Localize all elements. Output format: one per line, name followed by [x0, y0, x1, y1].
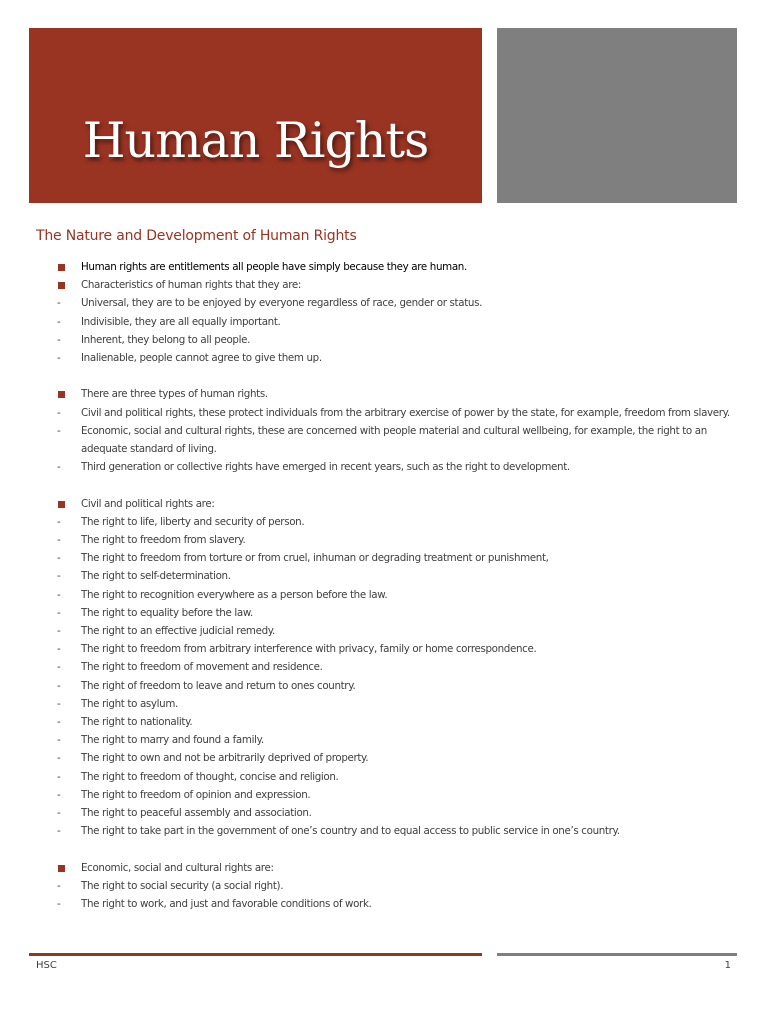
dash-item	[56, 695, 746, 713]
item-text: The right to recognition everywhere as a person before the law.	[81, 588, 388, 601]
dash-item	[56, 822, 746, 840]
dash-item	[56, 531, 746, 549]
list-block	[56, 258, 746, 367]
block-spacer	[56, 476, 746, 494]
item-text: Human rights are entitlements all people have simply because they are human.	[81, 261, 467, 273]
bullet-item	[56, 258, 746, 276]
dash-item	[56, 604, 746, 622]
list-block	[56, 495, 746, 841]
list-block	[56, 859, 746, 914]
bullet-item	[56, 385, 746, 403]
dash-item	[56, 640, 746, 658]
item-text: The right to life, liberty and security of person.	[81, 515, 305, 528]
dash-item	[56, 877, 746, 895]
item-text: There are three types of human rights.	[81, 388, 268, 401]
item-text: The right to peaceful assembly and association.	[81, 807, 312, 820]
dash-item	[56, 567, 746, 585]
item-text: The right to equality before the law.	[81, 606, 253, 619]
dash-item	[56, 895, 746, 913]
item-text: The right to own and not be arbitrarily deprived of property.	[81, 752, 369, 765]
item-text: The right to freedom of opinion and expression.	[81, 788, 311, 801]
item-text: Characteristics of human rights that they are:	[81, 279, 301, 292]
dash-item	[56, 768, 746, 786]
item-text: The right to asylum.	[81, 697, 178, 710]
dash-item	[56, 622, 746, 640]
item-text: The right of freedom to leave and return to ones country.	[81, 679, 356, 692]
dash-item	[56, 331, 746, 349]
dash-item	[56, 549, 746, 567]
side-banner	[497, 28, 737, 203]
item-text: Civil and political rights are:	[81, 497, 215, 510]
dash-item	[56, 513, 746, 531]
dash-item	[56, 677, 746, 695]
item-text: The right to marry and found a family.	[81, 734, 264, 747]
item-text: The right to nationality.	[81, 716, 193, 729]
item-text: Universal, they are to be enjoyed by everyone regardless of race, gender or status.	[81, 297, 483, 310]
dash-item	[56, 804, 746, 822]
item-text: The right to freedom of movement and residence.	[81, 661, 323, 674]
item-text: The right to self-determination.	[81, 570, 231, 583]
dash-item	[56, 713, 746, 731]
dash-item	[56, 313, 746, 331]
item-text: The right to freedom from torture or from cruel, inhuman or degrading treatment or punishment,	[81, 552, 549, 565]
item-text: The right to work, and just and favorable conditions of work.	[81, 898, 372, 911]
item-text: The right to take part in the government of one’s country and to equal access to public service in one’s country.	[81, 825, 620, 838]
dash-item	[56, 586, 746, 604]
item-text: The right to an effective judicial remedy.	[81, 625, 275, 638]
bullet-item	[56, 859, 746, 877]
document-title: Human Rights	[82, 112, 429, 169]
item-text: Economic, social and cultural rights are:	[81, 861, 274, 874]
page-number: 1	[724, 960, 731, 971]
title-banner	[29, 28, 482, 203]
bullet-item	[56, 276, 746, 294]
item-text: The right to freedom from arbitrary interference with privacy, family or home correspondence.	[81, 643, 537, 656]
dash-item	[56, 658, 746, 676]
item-text: The right to freedom of thought, concise and religion.	[81, 770, 339, 783]
item-text: Civil and political rights, these protect individuals from the arbitrary exercise of power by the state, for example, freedom from slavery.	[81, 406, 730, 419]
item-text: Economic, social and cultural rights, these are concerned with people material and cultural wellbeing, for example, the right to an adequate standard of living.	[81, 424, 707, 456]
dash-item	[56, 422, 746, 458]
item-text: Third generation or collective rights have emerged in recent years, such as the right to development.	[81, 461, 570, 474]
list-block	[56, 385, 746, 476]
document-body	[56, 258, 746, 913]
item-text: Inherent, they belong to all people.	[81, 333, 250, 346]
dash-item	[56, 458, 746, 476]
dash-item	[56, 349, 746, 367]
footer-label: HSC	[36, 960, 57, 971]
item-text: Indivisible, they are all equally important.	[81, 315, 281, 328]
item-text: The right to social security (a social right).	[81, 879, 284, 892]
dash-item	[56, 294, 746, 312]
dash-item	[56, 786, 746, 804]
dash-item	[56, 404, 746, 422]
item-text: The right to freedom from slavery.	[81, 534, 246, 547]
section-heading: The Nature and Development of Human Rights	[36, 228, 357, 244]
footer-rule-grey	[497, 953, 737, 956]
item-text: Inalienable, people cannot agree to give them up.	[81, 352, 322, 365]
block-spacer	[56, 367, 746, 385]
dash-item	[56, 731, 746, 749]
block-spacer	[56, 840, 746, 858]
dash-item	[56, 749, 746, 767]
bullet-item	[56, 495, 746, 513]
footer-rule-red	[29, 953, 482, 956]
